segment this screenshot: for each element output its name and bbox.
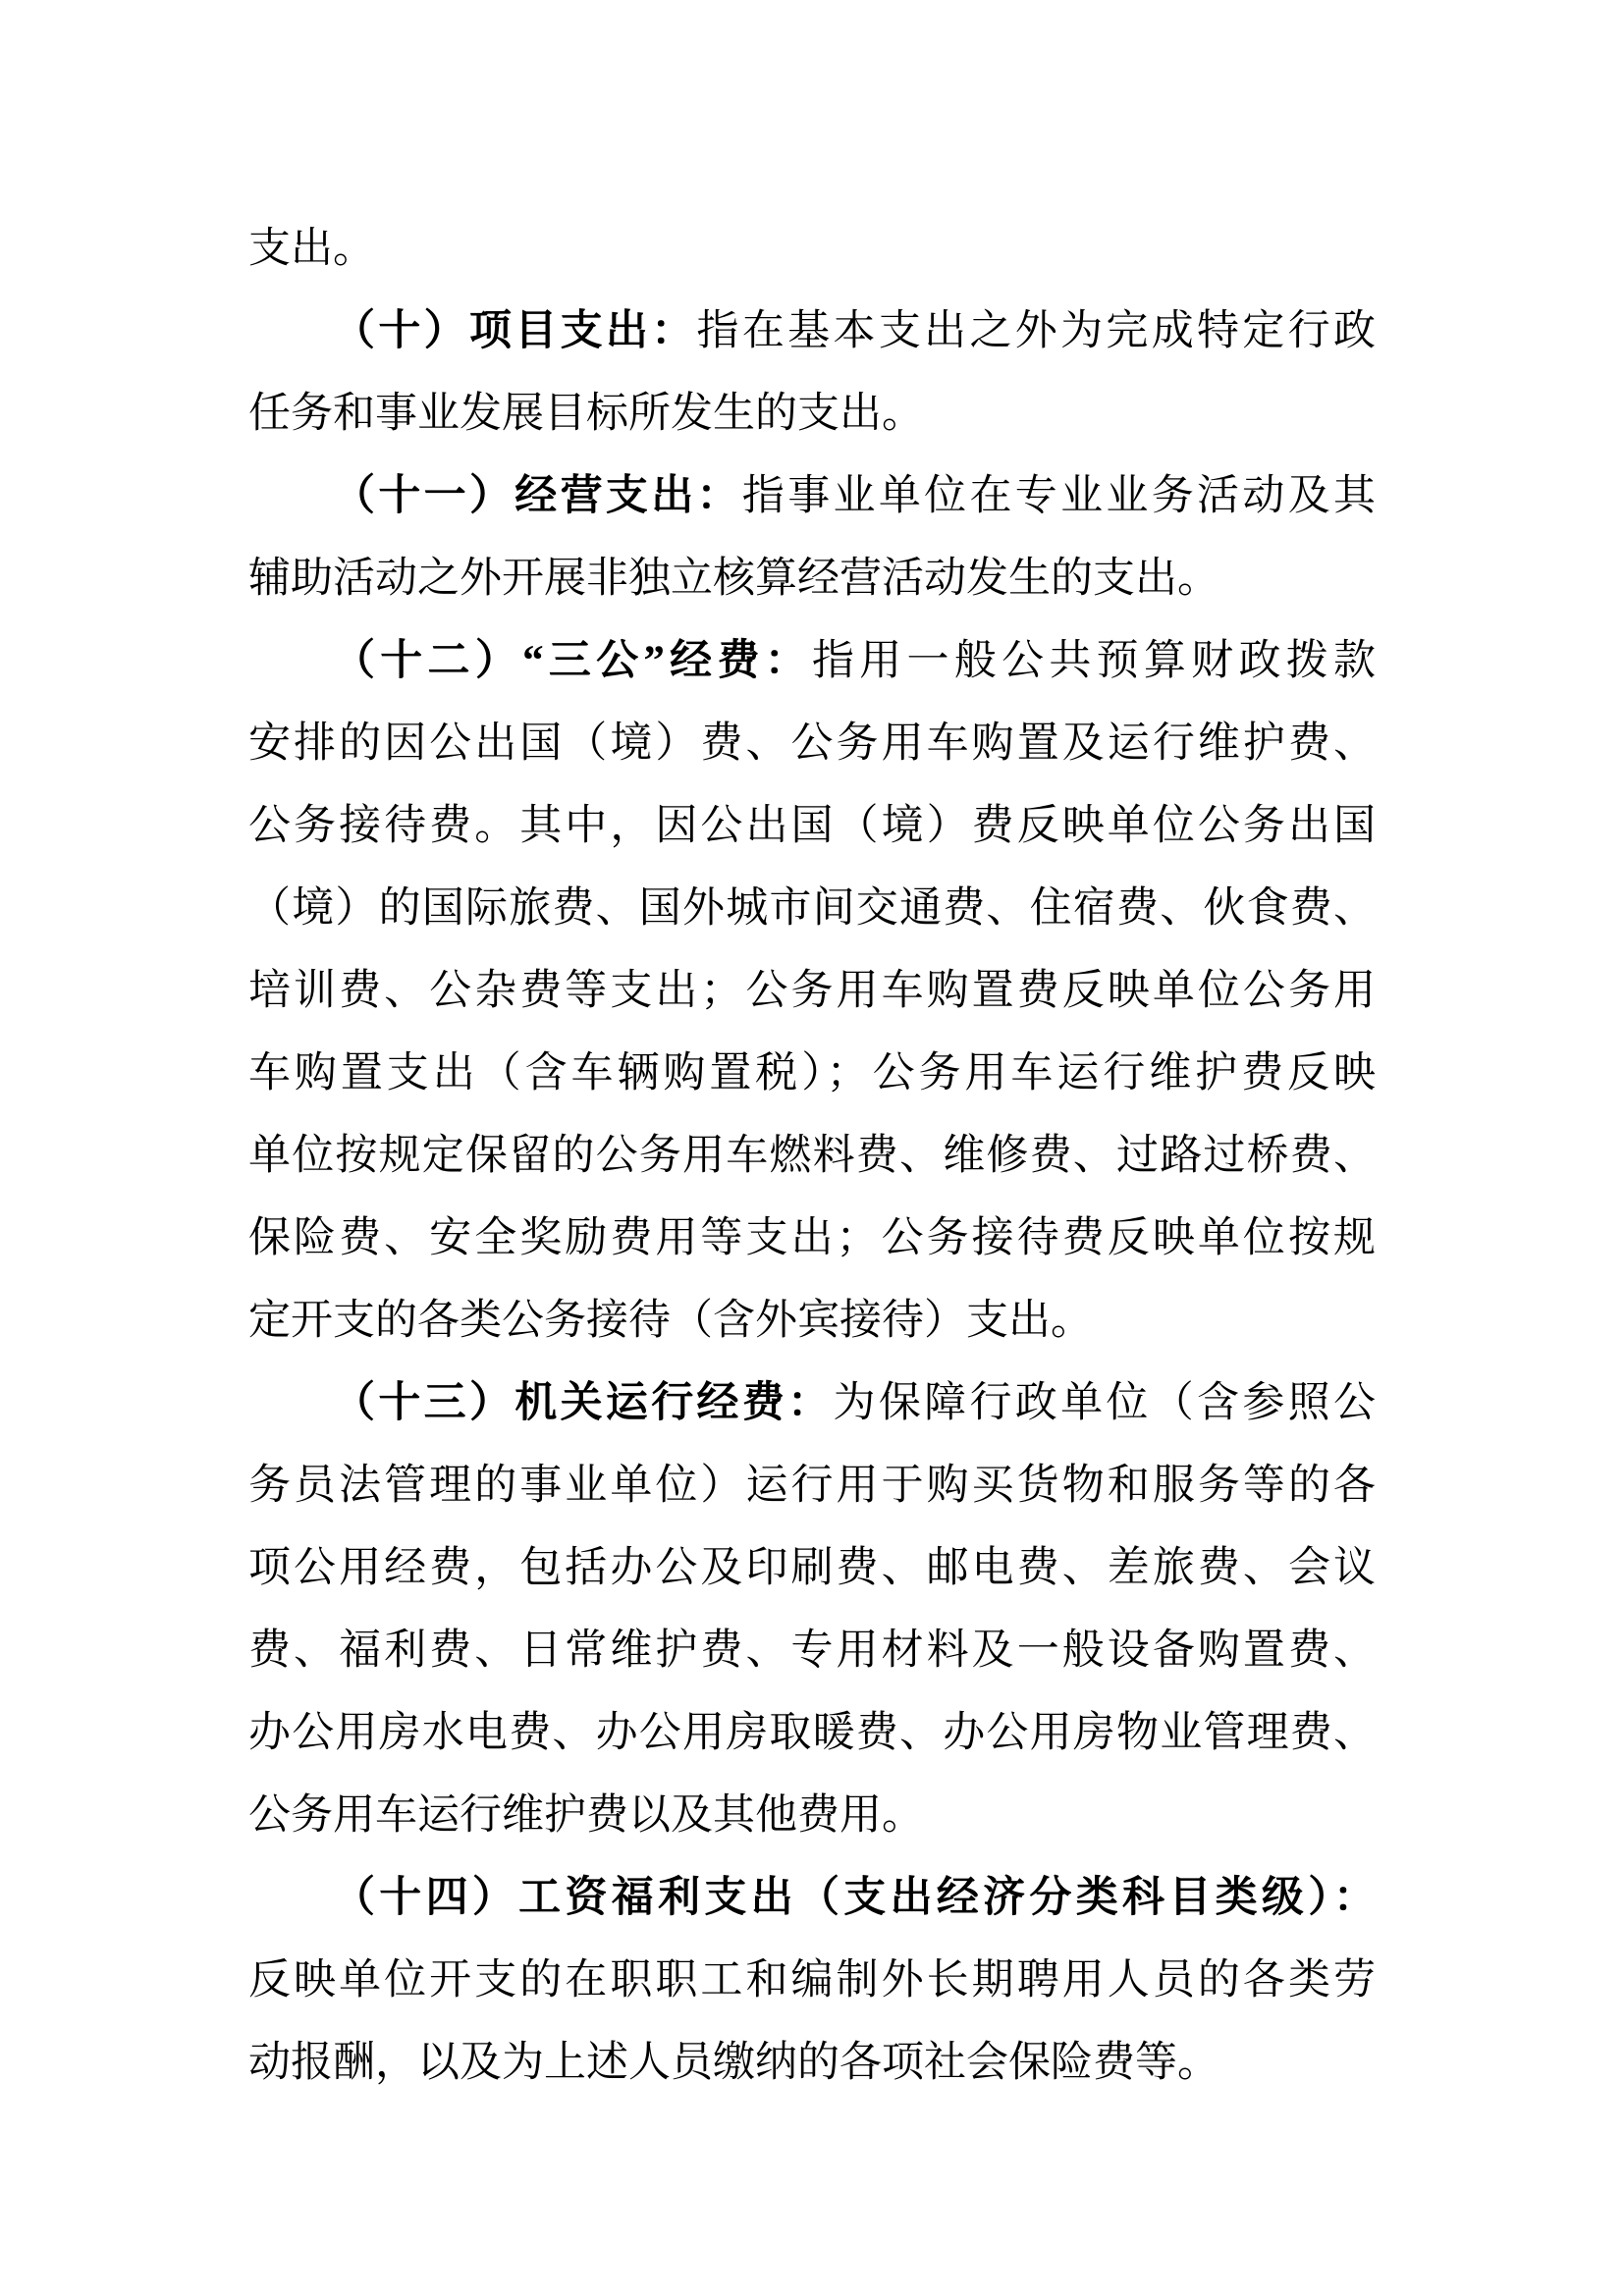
body-text: 指在基本支出之外为完成特定行政 bbox=[696, 308, 1376, 354]
body-text: 务员法管理的事业单位）运行用于购买货物和服务等的各 bbox=[248, 1463, 1376, 1509]
section-heading-text: （十一）经营支出： bbox=[333, 473, 742, 519]
body-text: 为保障行政单位（含参照公 bbox=[833, 1380, 1376, 1426]
body-text: 办公用房水电费、办公用房取暖费、办公用房物业管理费、 bbox=[248, 1710, 1376, 1756]
section-heading-text: （十二）“三公”经费： bbox=[333, 638, 812, 684]
body-text: 辅助活动之外开展非独立核算经营活动发生的支出。 bbox=[248, 556, 1219, 602]
body-text: 单位按规定保留的公务用车燃料费、维修费、过路过桥费、 bbox=[248, 1133, 1376, 1179]
document-content bbox=[248, 208, 1376, 2105]
body-text: 支出。 bbox=[248, 226, 375, 272]
body-text: 公务接待费。其中，因公出国（境）费反映单位公务出国 bbox=[248, 803, 1376, 849]
text-line bbox=[248, 1610, 1376, 1692]
text-line bbox=[248, 2022, 1376, 2105]
body-text: 安排的因公出国（境）费、公务用车购置及运行维护费、 bbox=[248, 721, 1376, 767]
text-line bbox=[248, 1362, 1376, 1445]
body-text: 反映单位开支的在职职工和编制外长期聘用人员的各类劳 bbox=[248, 1957, 1376, 2003]
body-text: 动报酬，以及为上述人员缴纳的各项社会保险费等。 bbox=[248, 2040, 1219, 2086]
body-text: 车购置支出（含车辆购置税）；公务用车运行维护费反映 bbox=[248, 1050, 1376, 1096]
text-line bbox=[248, 868, 1376, 950]
text-line bbox=[248, 1527, 1376, 1610]
body-text: （境）的国际旅费、国外城市间交通费、住宿费、伙食费、 bbox=[248, 885, 1376, 932]
body-text: 费、福利费、日常维护费、专用材料及一般设备购置费、 bbox=[248, 1628, 1376, 1674]
body-text: 培训费、公杂费等支出；公务用车购置费反映单位公务用 bbox=[248, 968, 1376, 1014]
text-line bbox=[248, 538, 1376, 620]
text-line bbox=[248, 1445, 1376, 1527]
text-line bbox=[248, 373, 1376, 455]
section-heading-text: （十）项目支出： bbox=[333, 308, 697, 354]
text-line bbox=[248, 1940, 1376, 2022]
text-line bbox=[248, 1775, 1376, 1857]
body-text: 保险费、安全奖励费用等支出；公务接待费反映单位按规 bbox=[248, 1215, 1376, 1261]
section-heading-text: （十四）工资福利支出（支出经济分类科目类级）： bbox=[333, 1875, 1376, 1921]
body-text: 指用一般公共预算财政拨款 bbox=[812, 638, 1376, 684]
body-text: 项公用经费，包括办公及印刷费、邮电费、差旅费、会议 bbox=[248, 1545, 1376, 1591]
text-line bbox=[248, 455, 1376, 538]
text-line bbox=[248, 1857, 1376, 1940]
text-line bbox=[248, 1115, 1376, 1198]
text-line bbox=[248, 703, 1376, 785]
text-line bbox=[248, 1198, 1376, 1280]
text-line bbox=[248, 1033, 1376, 1115]
text-line bbox=[248, 1692, 1376, 1775]
text-line bbox=[248, 950, 1376, 1033]
text-line bbox=[248, 785, 1376, 868]
body-text: 公务用车运行维护费以及其他费用。 bbox=[248, 1792, 924, 1839]
section-heading-text: （十三）机关运行经费： bbox=[333, 1380, 834, 1426]
text-line bbox=[248, 1280, 1376, 1362]
body-text: 任务和事业发展目标所发生的支出。 bbox=[248, 391, 924, 437]
text-line bbox=[248, 620, 1376, 703]
body-text: 指事业单位在专业业务活动及其 bbox=[741, 473, 1376, 519]
body-text: 定开支的各类公务接待（含外宾接待）支出。 bbox=[248, 1298, 1093, 1344]
text-line bbox=[248, 208, 1376, 291]
text-line bbox=[248, 291, 1376, 373]
